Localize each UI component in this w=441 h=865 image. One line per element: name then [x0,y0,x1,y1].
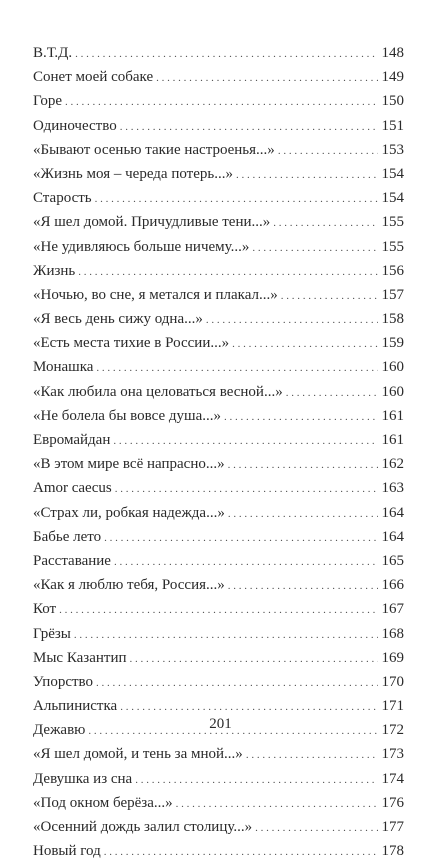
toc-entry [33,744,404,768]
toc-entry [33,841,404,865]
dot-leader [278,141,378,161]
toc-entry [33,599,404,623]
toc-entry-title: «Страх ли, робкая надежда...» [33,504,225,521]
toc-entry-page: 150 [381,93,404,110]
toc-entry [33,769,404,793]
toc-entry-page: 163 [381,480,404,497]
toc-entry [33,116,404,140]
toc-entry [33,285,404,309]
dot-leader [236,165,378,185]
toc-entry [33,672,404,696]
toc-entry-title: Грёзы [33,625,71,642]
toc-entry-title: Amor caecus [33,480,112,497]
toc-entry-page: 178 [381,843,404,860]
page-number: 201 [209,716,232,732]
dot-leader [115,479,378,499]
toc-entry-title: Бабье лето [33,528,102,545]
dot-leader [120,697,377,717]
toc-entry [33,406,404,430]
toc-entry [33,575,404,599]
toc-entry [33,164,404,188]
toc-entry-page: 165 [381,552,404,569]
toc-entry [33,333,404,357]
dot-leader [281,286,378,306]
dot-leader [228,455,378,475]
toc-entry [33,212,404,236]
toc-entry [33,309,404,333]
toc-entry [33,91,404,115]
toc-entry-page: 158 [381,311,404,328]
toc-entry-page: 169 [381,649,404,666]
dot-leader [95,189,378,209]
toc-entry-page: 161 [381,407,404,424]
toc-entry-title: В.Т.Д. [33,45,73,61]
toc-entry-page: 162 [381,456,404,473]
toc-entry-title: Кот [33,601,57,618]
toc-entry-title: Горе [33,93,63,110]
toc-entry-page: 154 [381,165,404,182]
toc-entry-page: 166 [381,577,404,594]
toc-entry-title: «Осенний дождь залил столицу...» [33,819,253,835]
toc-entry [33,454,404,478]
toc-entry [33,478,404,502]
toc-entry-page: 173 [381,746,404,763]
toc-entry [33,648,404,672]
dot-leader [135,770,377,790]
toc-entry-page: 160 [381,359,404,376]
toc-entry-title: Евромайдан [33,432,111,448]
toc-entry-page: 177 [381,819,404,835]
toc-entry-page: 167 [381,601,404,618]
dot-leader [228,576,378,596]
toc-entry-title: «Не удивляюсь больше ничему...» [33,238,250,255]
toc-entry-page: 157 [381,286,404,303]
toc-entry-title: «В этом мире всё напрасно...» [33,456,225,473]
toc-entry-page: 161 [381,432,404,448]
toc-entry [33,67,404,91]
toc-entry [33,237,404,261]
toc-entry-page: 156 [381,262,404,279]
dot-leader [286,383,378,403]
dot-leader [224,407,378,427]
dot-leader [252,238,377,258]
toc-entry-title: Старость [33,190,92,207]
toc-entry [33,43,404,67]
toc-entry-page: 149 [381,69,404,86]
toc-entry-title: Мыс Казантип [33,649,127,666]
toc-entry-title: «Я весь день сижу одна...» [33,311,203,328]
dot-leader [120,117,378,137]
dot-leader [255,818,377,838]
toc-entry [33,551,404,575]
toc-entry [33,624,404,648]
dot-leader [246,745,378,765]
toc-entry [33,261,404,285]
toc-entry-page: 174 [381,770,404,787]
dot-leader [130,649,378,669]
dot-leader [156,68,377,88]
dot-leader [206,310,378,330]
toc-entry-page: 170 [381,673,404,690]
dot-leader [65,92,377,112]
dot-leader [114,552,378,572]
table-of-contents [33,43,404,865]
toc-entry [33,527,404,551]
toc-entry-title: «Бывают осенью такие настроенья...» [33,141,275,158]
toc-entry-page: 168 [381,625,404,642]
toc-entry [33,188,404,212]
dot-leader [96,673,377,693]
toc-entry-title: «Я шел домой, и тень за мной...» [33,746,243,763]
toc-entry [33,503,404,527]
toc-entry-title: «Как любила она целоваться весной...» [33,383,283,400]
toc-entry-title: Альпинистка [33,698,118,715]
dot-leader [59,600,377,620]
toc-entry-page: 155 [381,214,404,231]
dot-leader [232,334,377,354]
toc-entry-page: 176 [381,794,404,811]
toc-entry-title: Сонет моей собаке [33,69,154,86]
toc-entry-title: Жизнь [33,262,76,279]
dot-leader [273,213,377,233]
toc-entry-page: 151 [381,117,404,134]
toc-entry-title: «Жизнь моя – череда потерь...» [33,165,233,182]
toc-entry-page: 148 [381,45,404,61]
toc-entry [33,817,404,841]
toc-entry-title: «Не болела бы вовсе душа...» [33,407,221,424]
toc-entry-page: 164 [381,504,404,521]
toc-entry-page: 160 [381,383,404,400]
toc-entry-title: «Ночью, во сне, я метался и плакал...» [33,286,278,303]
toc-entry-title: Расставание [33,552,111,569]
toc-entry [33,793,404,817]
dot-leader [78,262,377,282]
toc-entry-title: «Под окном берёза...» [33,794,173,811]
dot-leader [104,842,378,862]
dot-leader [104,528,377,548]
toc-entry [33,382,404,406]
dot-leader [228,504,378,524]
toc-entry-title: «Я шел домой. Причудливые тени...» [33,214,271,231]
toc-entry-title: Монашка [33,359,94,376]
toc-entry-page: 153 [381,141,404,158]
toc-entry-page: 155 [381,238,404,255]
toc-entry-page: 164 [381,528,404,545]
dot-leader [75,44,377,64]
dot-leader [113,431,377,451]
toc-entry-title: Упорство [33,673,94,690]
toc-entry-page: 171 [381,698,404,715]
toc-entry [33,357,404,381]
toc-entry-title: Одиночество [33,117,117,134]
dot-leader [74,625,378,645]
toc-entry-page: 154 [381,190,404,207]
toc-entry-title: Девушка из сна [33,770,133,787]
toc-entry-title: «Как я люблю тебя, Россия...» [33,577,225,594]
toc-entry [33,430,404,454]
toc-entry-page: 159 [381,335,404,352]
dot-leader [96,358,377,378]
toc-entry-title: «Есть места тихие в России...» [33,335,230,352]
dot-leader [176,794,378,814]
toc-entry-page: 172 [381,722,404,739]
toc-entry [33,140,404,164]
toc-entry-title: Дежавю [33,722,86,739]
toc-entry-title: Новый год [33,843,101,860]
